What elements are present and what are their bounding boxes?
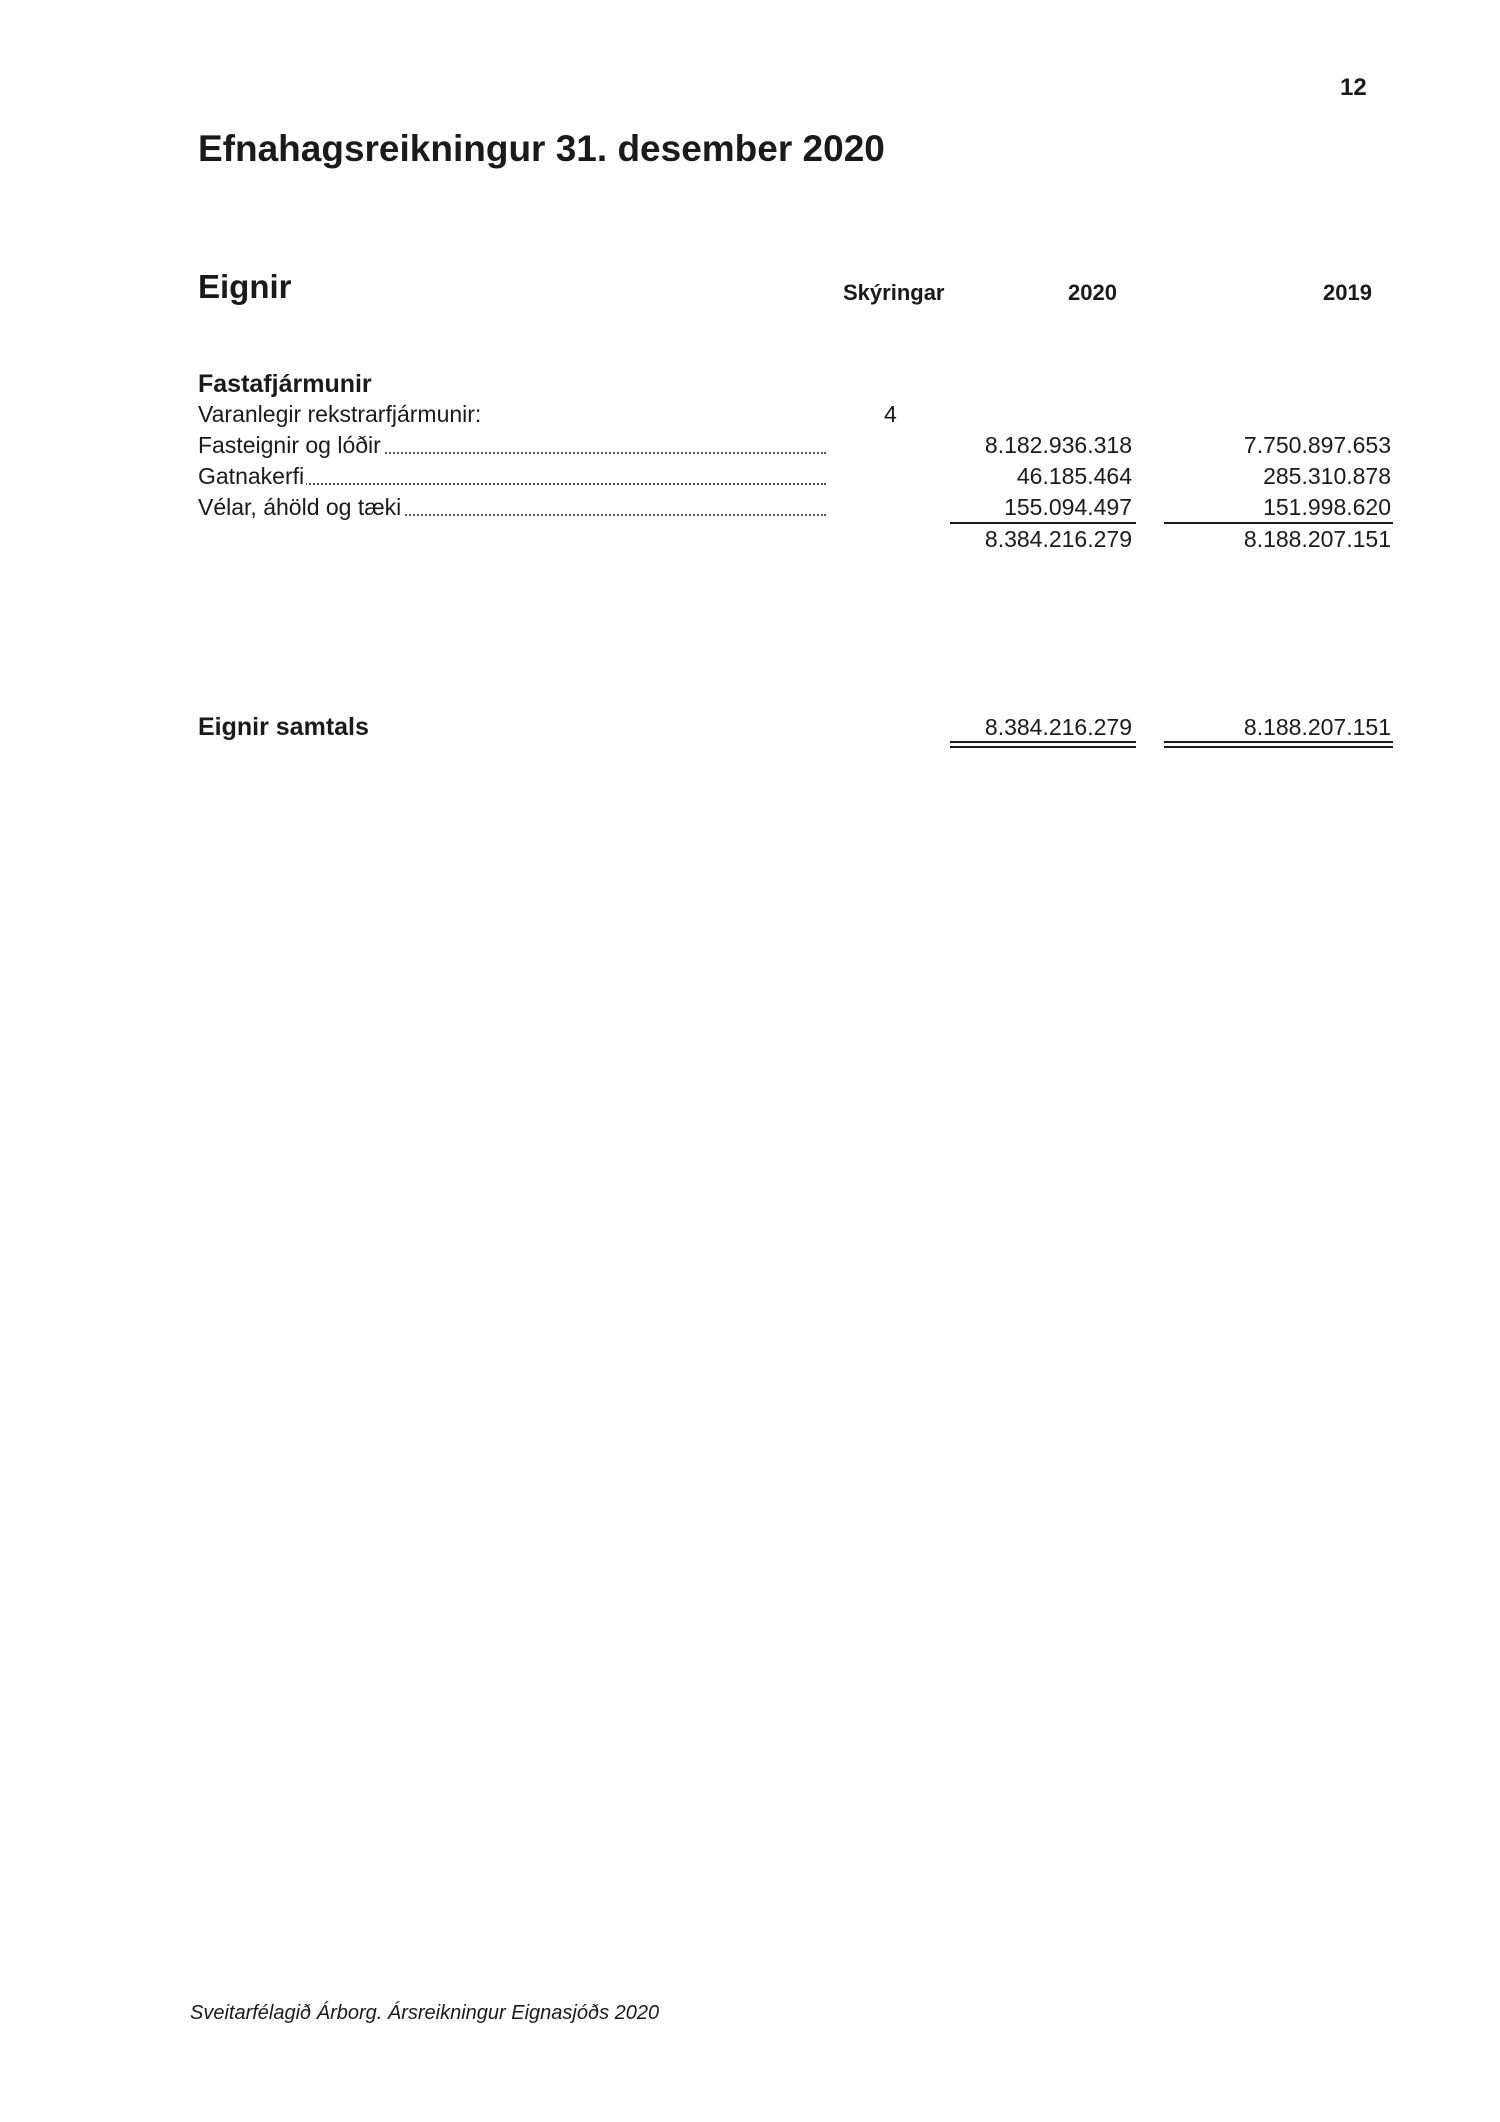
total-2020: 8.384.216.279 — [984, 714, 1132, 740]
row-label-text: Gatnakerfi — [198, 463, 305, 489]
row-value-2019: 7.750.897.653 — [1243, 432, 1391, 458]
total-2019: 8.188.207.151 — [1243, 714, 1391, 740]
subtotal-rule-2019 — [1164, 522, 1393, 524]
group-heading: Fastafjármunir — [198, 370, 372, 398]
column-header-note: Skýringar — [843, 280, 945, 305]
subtotal-2020: 8.384.216.279 — [984, 526, 1132, 552]
total-rule-2019-a — [1164, 741, 1393, 743]
row-value-2020: 8.182.936.318 — [984, 432, 1132, 458]
row-label-text: Vélar, áhöld og tæki — [198, 494, 402, 520]
page-footer: Sveitarfélagið Árborg. Ársreikningur Eignasjóðs 2020 — [190, 2002, 660, 2024]
row-value-2019: 285.310.878 — [1263, 463, 1391, 489]
total-rule-2019-b — [1164, 746, 1393, 748]
total-rule-2020-b — [950, 746, 1136, 748]
total-rule-2020-a — [950, 741, 1136, 743]
table-row-label — [198, 463, 826, 490]
table-row-label — [198, 432, 826, 459]
page-title: Efnahagsreikningur 31. desember 2020 — [198, 128, 885, 169]
row-value-2020: 46.185.464 — [1016, 463, 1132, 489]
row-value-2020: 155.094.497 — [1004, 494, 1132, 520]
section-heading: Eignir — [198, 268, 292, 305]
column-header-2019: 2019 — [1323, 280, 1372, 305]
row-label-text: Fasteignir og lóðir — [198, 432, 381, 458]
page-number: 12 — [1340, 74, 1367, 101]
subgroup-label: Varanlegir rekstrarfjármunir: — [198, 401, 482, 427]
note-reference: 4 — [884, 401, 897, 427]
subtotal-2019: 8.188.207.151 — [1243, 526, 1391, 552]
total-label: Eignir samtals — [198, 713, 369, 741]
row-value-2019: 151.998.620 — [1263, 494, 1391, 520]
subtotal-rule-2020 — [950, 522, 1136, 524]
table-row-label — [198, 494, 826, 521]
column-header-2020: 2020 — [1068, 280, 1117, 305]
